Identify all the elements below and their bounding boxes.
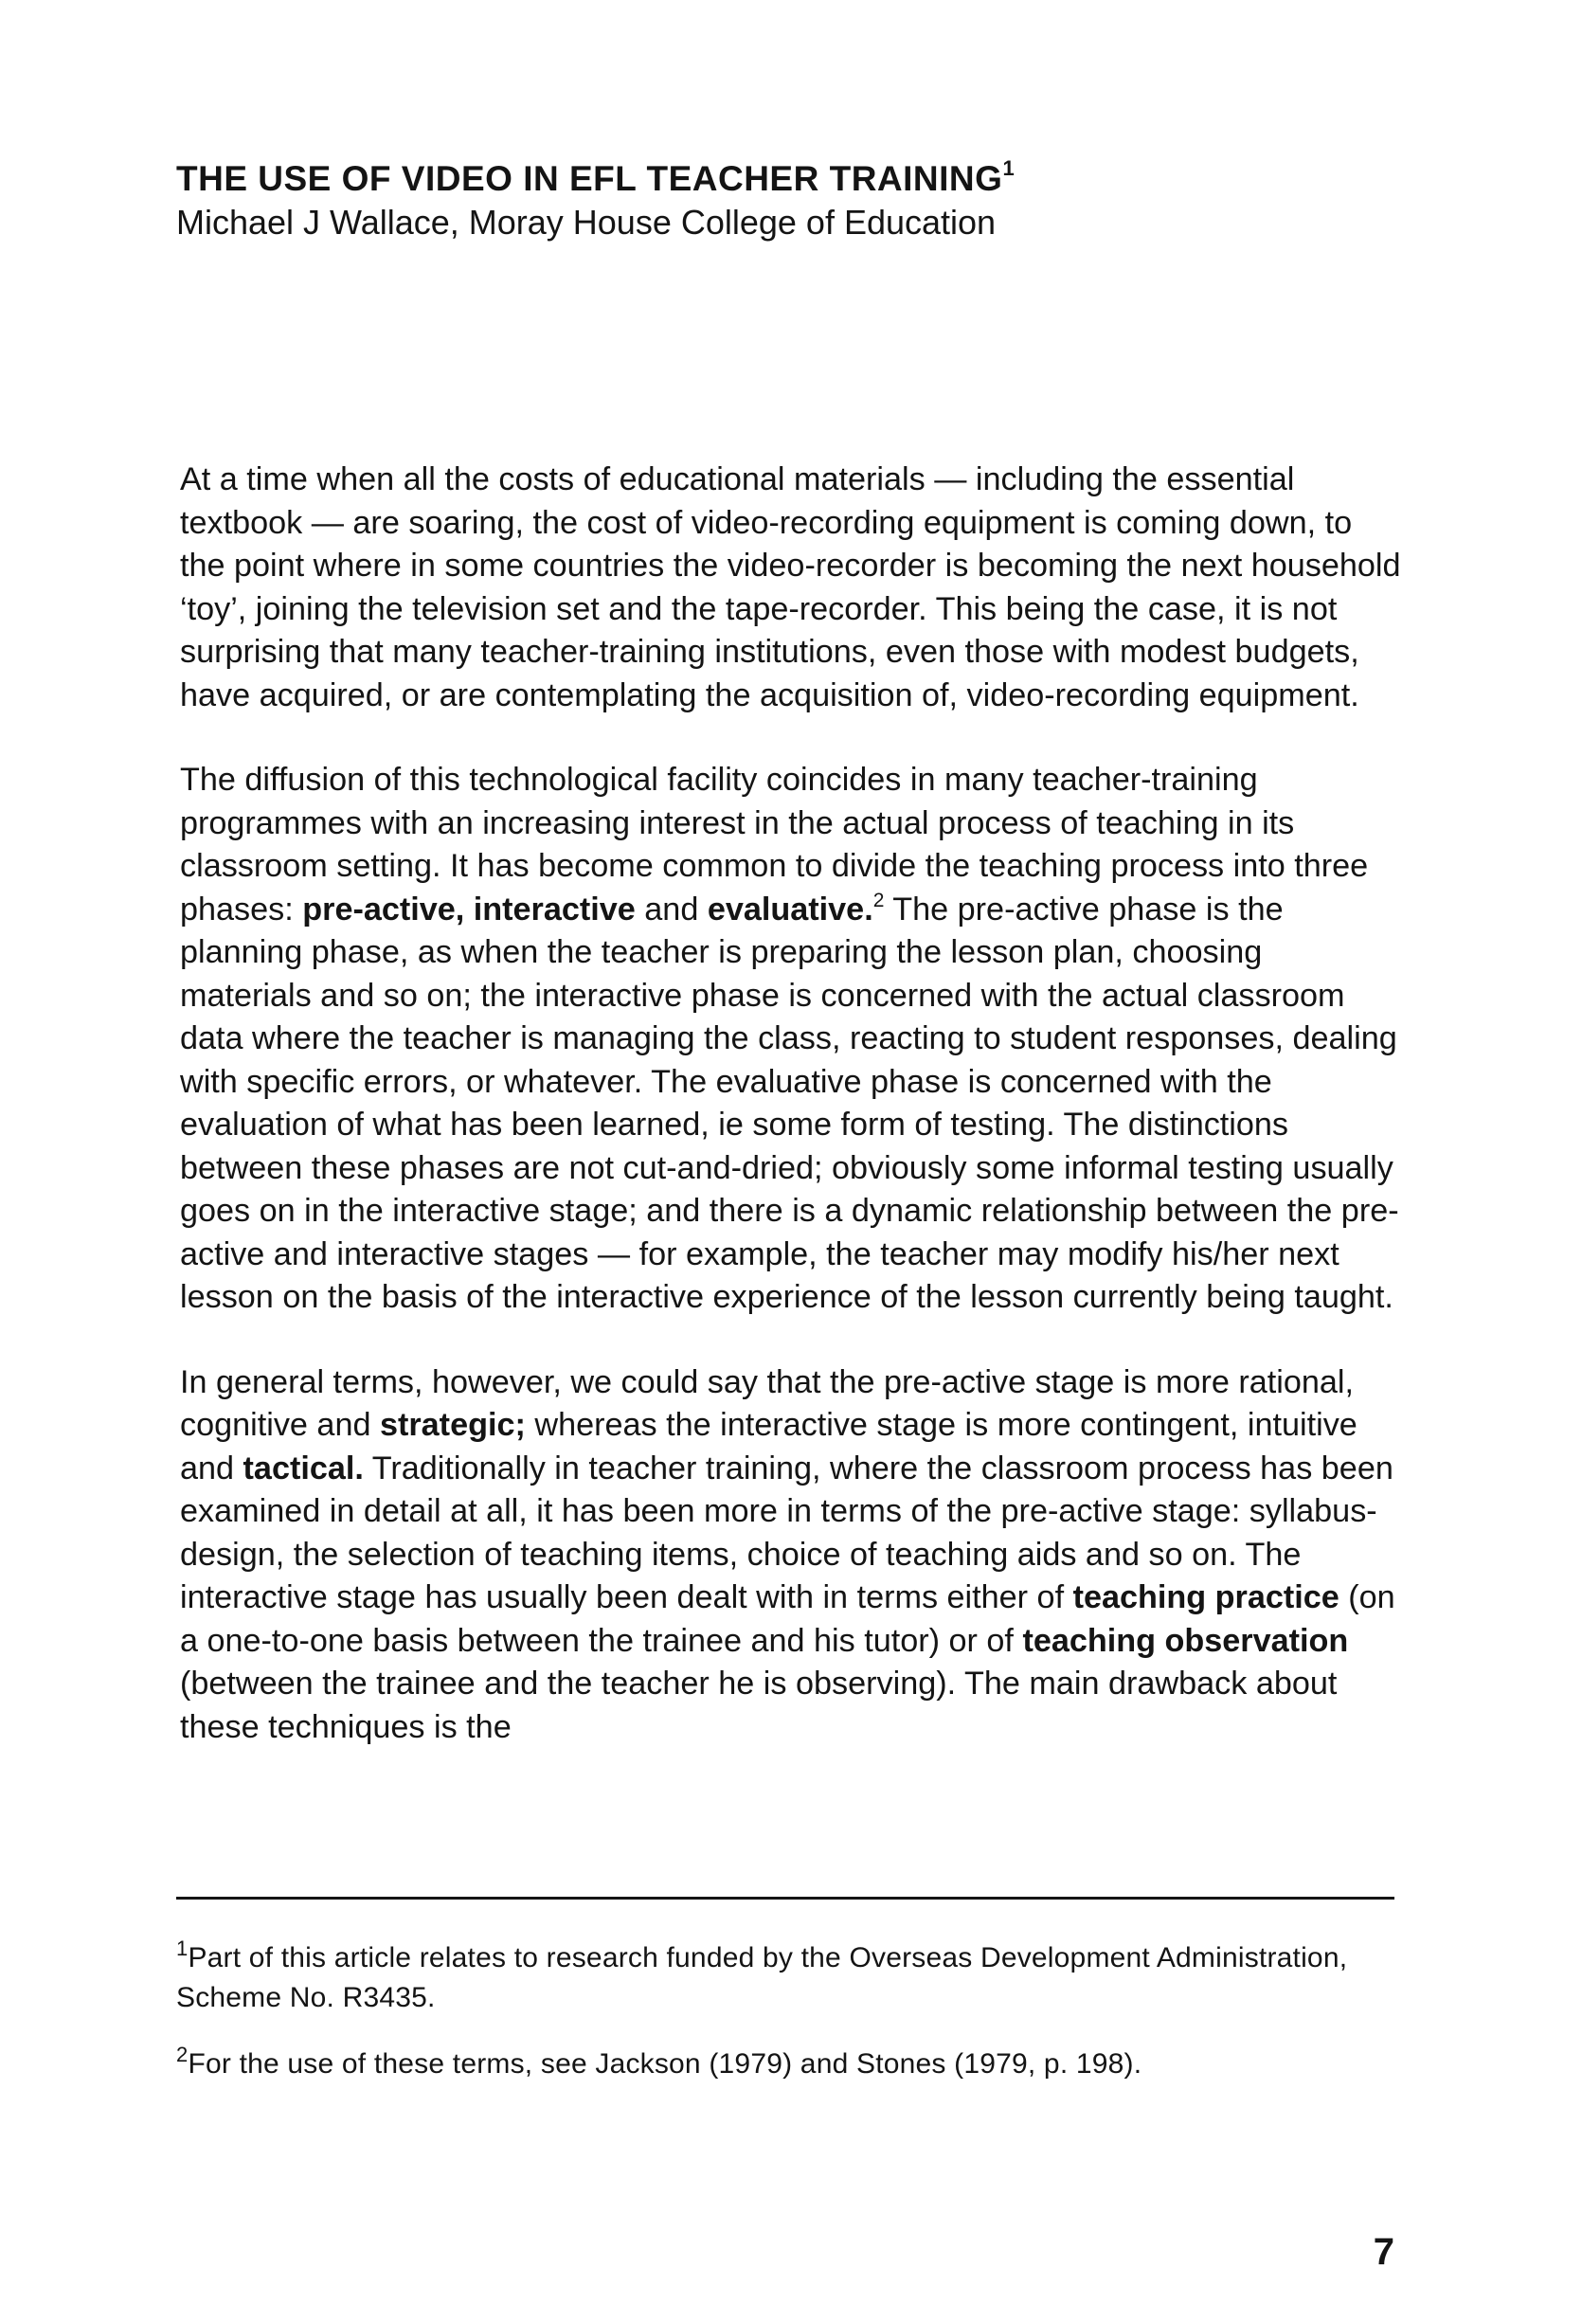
footnote-divider	[176, 1897, 1394, 1900]
term-pre-active-interactive: pre-active, interactive	[302, 891, 636, 928]
footnote-2-text: For the use of these terms, see Jackson (1979) and Stones (1979, p. 198).	[188, 2048, 1142, 2080]
footnote-2-marker[interactable]: 2	[872, 889, 885, 911]
page-number: 7	[1373, 2231, 1394, 2273]
paragraph-3-text-e: (between the trainee and the teacher he is observing). The main drawback about these techniques is the	[180, 1666, 1338, 1745]
footnote-1	[176, 1938, 1408, 2018]
term-teaching-practice: teaching practice	[1072, 1579, 1339, 1615]
title-footnote-marker[interactable]: 1	[1002, 156, 1016, 180]
term-teaching-observation: teaching observation	[1022, 1622, 1349, 1659]
term-strategic: strategic;	[379, 1407, 526, 1443]
article-title-text: THE USE OF VIDEO IN EFL TEACHER TRAINING	[176, 159, 1003, 198]
paragraph-1: At a time when all the costs of educational materials — including the essential textbook — are soaring, the cost of video-recording equipment is coming down, to the point where in some countries the video-recorder is becoming the next household ‘toy’, joining the television set and the tape-recorder. This being the case, it is not surprising that many teacher-training institutions, even those with modest budgets, have acquired, or are contemplating the acquisition of, video-recording equipment.	[180, 461, 1401, 713]
paragraph-3	[180, 1361, 1402, 1750]
paragraph-3-text-c: Traditionally in teacher training, where the classroom process has been examined in detail at all, it has been more in terms of the pre-active stage: syllabus-design, the selection of teaching items, choice of teaching aids and so on. The interactive stage has usually been dealt with in terms either of	[180, 1450, 1393, 1615]
article-byline: Michael J Wallace, Moray House College of Education	[176, 203, 997, 242]
paragraph-2	[180, 759, 1402, 1320]
footnotes	[176, 1938, 1408, 2111]
term-tactical: tactical.	[243, 1450, 364, 1486]
paragraph-2-text-a: The diffusion of this technological facility coincides in many teacher-training programmes with an increasing interest in the actual process of teaching in its classroom setting. It has become common to divide the teaching process into three phases:	[180, 762, 1369, 928]
footnote-1-text: Part of this article relates to research funded by the Overseas Development Administration, Scheme No. R3435.	[176, 1942, 1348, 2013]
footnote-2	[176, 2045, 1408, 2084]
article-header	[176, 157, 1408, 244]
article-title	[176, 157, 1408, 201]
paragraph-3-text-b: whereas the interactive stage is more contingent, intuitive and	[180, 1407, 1357, 1486]
term-evaluative: evaluative.	[707, 891, 873, 928]
paragraph-3-text-a: In general terms, however, we could say that the pre-active stage is more rational, cognitive and	[180, 1363, 1354, 1443]
paragraph-2-text-b: and	[635, 891, 708, 928]
paragraph-2-text-c: The pre-active phase is the planning phase, as when the teacher is preparing the lesson plan, choosing materials and so on; the interactive phase is concerned with the actual classroom data where the teacher is managing the class, reacting to student responses, dealing with specific errors, or whatever. The evaluative phase is concerned with the evaluation of what has been learned, ie some form of testing. The distinctions between these phases are not cut-and-dried; obviously some informal testing usually goes on in the interactive stage; and there is a dynamic relationship between the pre-active and interactive stages — for example, the teacher may modify his/her next lesson on the basis of the interactive experience of the lesson currently being taught.	[180, 891, 1399, 1315]
footnote-2-label: 2	[176, 2043, 189, 2066]
footnote-1-marker: 1	[176, 1937, 189, 1960]
paragraph-3-text-d: (on a one-to-one basis between the trainee and his tutor) or of	[180, 1579, 1395, 1659]
article-body	[180, 459, 1402, 1749]
